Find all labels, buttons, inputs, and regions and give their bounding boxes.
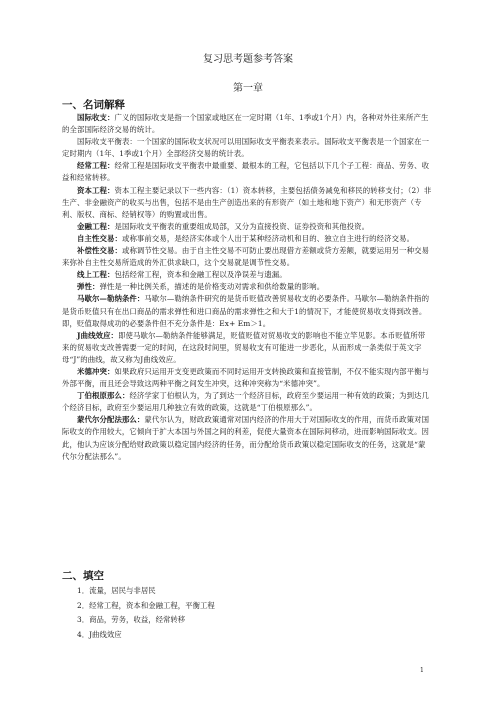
term-paragraph <box>62 390 432 414</box>
list-item: 1．流量，居民与非居民 <box>77 586 156 595</box>
term-text: 马歇尔—勒纳条件研究的是货币贬值改善贸易收支的必要条件。马歇尔—勒纳条件指的是货币贬值只有在出口商品的需求弹性和进口商品的需求弹性之和大于1的情况下，才能使贸易收支得到改善。即，贬值取得成功的必要条件但不充分条件是：Ex+ Em＞1。 <box>62 294 430 328</box>
terms-body <box>62 112 432 463</box>
list-item: 2．经常工程，资本和金融工程，平衡工程 <box>77 600 215 610</box>
term-label: 蒙代尔分配法那么： <box>77 415 145 425</box>
fill-blank-list <box>77 584 427 642</box>
term-paragraph <box>62 269 432 281</box>
term-paragraph <box>62 136 432 160</box>
list-item: 3．商品，劳务，收益，经常转移 <box>77 615 186 624</box>
term-label: 补偿性交易： <box>77 246 122 256</box>
term-text: 包括经常工程，资本和金融工程以及净误差与遗漏。 <box>114 270 287 280</box>
term-paragraph <box>62 366 432 390</box>
chapter-heading: 第一章 <box>233 83 263 94</box>
term-text: 经常工程是国际收支平衡表中最重要、最根本的工程，它包括以下几个子工程：商品、劳务、收益和经常转移。 <box>62 161 430 183</box>
term-label: 金融工程： <box>77 221 115 231</box>
term-text: 广义的国际收支是指一个国家或地区在一定时期（1年、1季或1个月）内，各种对外往来所产生的全部国际经济交易的统计。 <box>62 113 429 135</box>
term-paragraph <box>62 185 432 221</box>
term-paragraph <box>62 112 432 136</box>
term-text: 即使马歇尔—勒纳条件能够满足，贬值贬值对贸易收支的影响也不能立竿见影。本币贬值所带来的贸易收支改善需要一定的时间，在这段时间里，贸易收支有可能进一步恶化，从而形成一条类似于英文字母“J”的曲线，故又称为J曲线效应。 <box>62 330 426 364</box>
term-paragraph <box>62 414 432 462</box>
term-text: 如果政府只运用开支变更政策而不同时运用开支转换政策和直接管制，不仅不能实现内部平衡与外部平衡，而且还会导致这两种平衡之间发生冲突，这种冲突称为“米德冲突”。 <box>62 366 430 389</box>
term-paragraph <box>62 221 432 233</box>
term-paragraph <box>62 233 432 245</box>
term-label: 米德冲突： <box>77 366 115 376</box>
term-label: 马歇尔—勒纳条件： <box>77 294 145 304</box>
term-text: 是国际收支平衡表的重要组成局部，又分为直接投资、证券投资和其他投资。 <box>114 221 370 231</box>
term-paragraph <box>62 330 432 366</box>
term-label: 弹性： <box>77 282 100 292</box>
document-title: 复习思考题参考答案 <box>203 54 293 65</box>
page-number: 1 <box>420 667 424 674</box>
term-text: 资本工程主要记录以下一些内容：（1）资本转移，主要包括债务减免和移民的转移支付；（2）非生产、非金融资产的收买与出售，包括不是由生产创造出来的有形资产（如土地和地下资产）和无形资产（专利、版权、商标、经销权等）的购置或出售。 <box>62 185 432 219</box>
term-label: 自主性交易： <box>77 233 122 243</box>
term-paragraph <box>62 160 432 184</box>
term-paragraph <box>62 281 432 293</box>
list-item: 4．J曲线效应 <box>77 629 122 639</box>
term-text: 经济学家丁伯根认为，为了到达一个经济目标，政府至少要运用一种有效的政策；为到达几个经济目标，政府至少要运用几种独立有效的政策，这就是“丁伯根原那么”。 <box>62 391 430 413</box>
term-label: 线上工程： <box>77 270 115 280</box>
section-heading-terms: 一、名词解释 <box>62 99 125 111</box>
term-label: 经常工程： <box>77 161 115 171</box>
term-text: 国际收支平衡表：一个国家的国际收支状况可以用国际收支平衡表来表示。国际收支平衡表是一个国家在一定时期内（1年、1季或1个月）全部经济交易的统计表。 <box>62 137 430 159</box>
term-label: 丁伯根原那么： <box>77 391 130 401</box>
term-text: 弹性是一种比例关系，描述的是价格变动对需求和供给数量的影响。 <box>99 282 325 292</box>
section-heading-fill: 二、填空 <box>62 570 104 582</box>
term-label: 国际收支： <box>77 113 115 122</box>
term-paragraph <box>62 293 432 329</box>
term-text: 蒙代尔认为，财政政策通常对国内经济的作用大于对国际收支的作用，而货币政策对国际收支的作用较大，它倾向于扩大本国与外国之间的利差，促使大量资本在国际间移动，进而影响国际收支。因此，他认为应该分配给财政政策以稳定国内经济的任务，而分配给货币政策以稳定国际收支的任务，这就是“蒙代尔分配法那么”。 <box>62 415 430 461</box>
term-text: 或称调节性交易。由于自主性交易不可防止要出现借方差额或贷方差额，就要运用另一种交易来弥补自主性交易所造成的外汇供求缺口，这个交易就是调节性交易。 <box>62 246 430 268</box>
term-label: J曲线效应： <box>77 330 119 340</box>
term-paragraph <box>62 245 432 269</box>
term-text: 或称事前交易，是经济实体或个人出于某种经济动机和目的、独立自主进行的经济交易。 <box>121 233 415 243</box>
term-label: 资本工程： <box>77 185 115 195</box>
